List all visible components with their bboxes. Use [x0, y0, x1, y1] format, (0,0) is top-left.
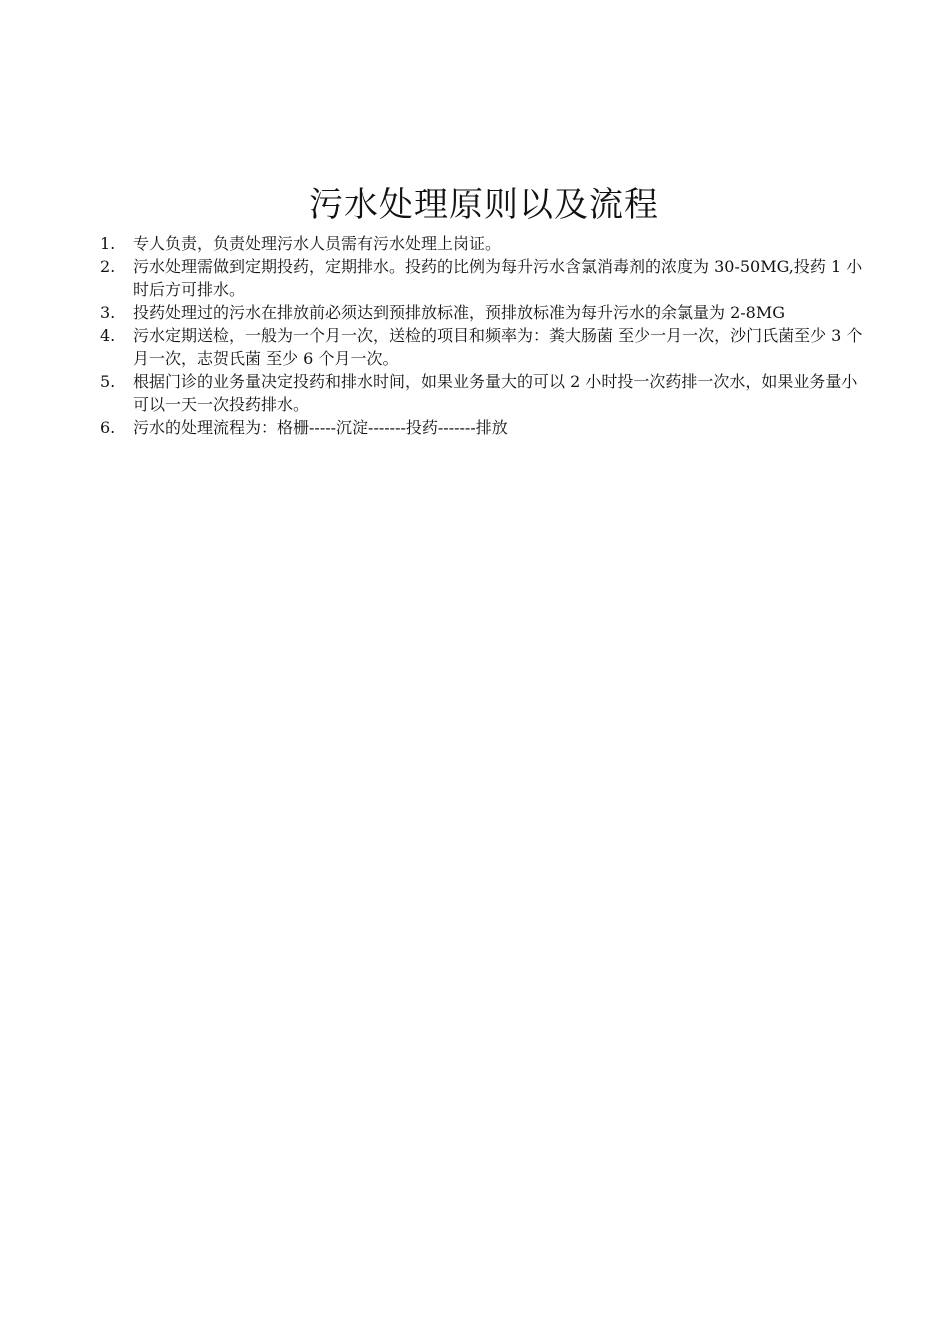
list-item [100, 301, 870, 324]
list-item [100, 232, 870, 255]
item-text: 投药处理过的污水在排放前必须达到预排放标准，预排放标准为每升污水的余氯量为 2-8MG [133, 303, 786, 322]
rules-list [100, 232, 870, 439]
item-number: 6. [100, 418, 116, 437]
item-text: 污水的处理流程为：格栅-----沉淀-------投药-------排放 [133, 418, 508, 437]
item-text: 根据门诊的业务量决定投药和排水时间，如果业务量大的可以 2 小时投一次药排一次水，如果业务量小可以一天一次投药排水。 [133, 372, 858, 414]
item-text: 污水处理需做到定期投药，定期排水。投药的比例为每升污水含氯消毒剂的浓度为 30-50MG,投药 1 小时后方可排水。 [133, 257, 863, 299]
document-title: 污水处理原则以及流程 [309, 185, 659, 225]
list-item [100, 370, 870, 416]
list-item [100, 324, 870, 370]
item-text: 污水定期送检，一般为一个月一次，送检的项目和频率为：粪大肠菌 至少一月一次，沙门氏菌至少 3 个月一次，志贺氏菌 至少 6 个月一次。 [133, 326, 863, 368]
item-number: 1. [100, 234, 116, 253]
item-number: 2. [100, 257, 116, 276]
item-number: 5. [100, 372, 116, 391]
list-item [100, 416, 870, 439]
item-text: 专人负责，负责处理污水人员需有污水处理上岗证。 [133, 234, 502, 253]
item-number: 3. [100, 303, 116, 322]
list-item [100, 255, 870, 301]
item-number: 4. [100, 326, 116, 345]
